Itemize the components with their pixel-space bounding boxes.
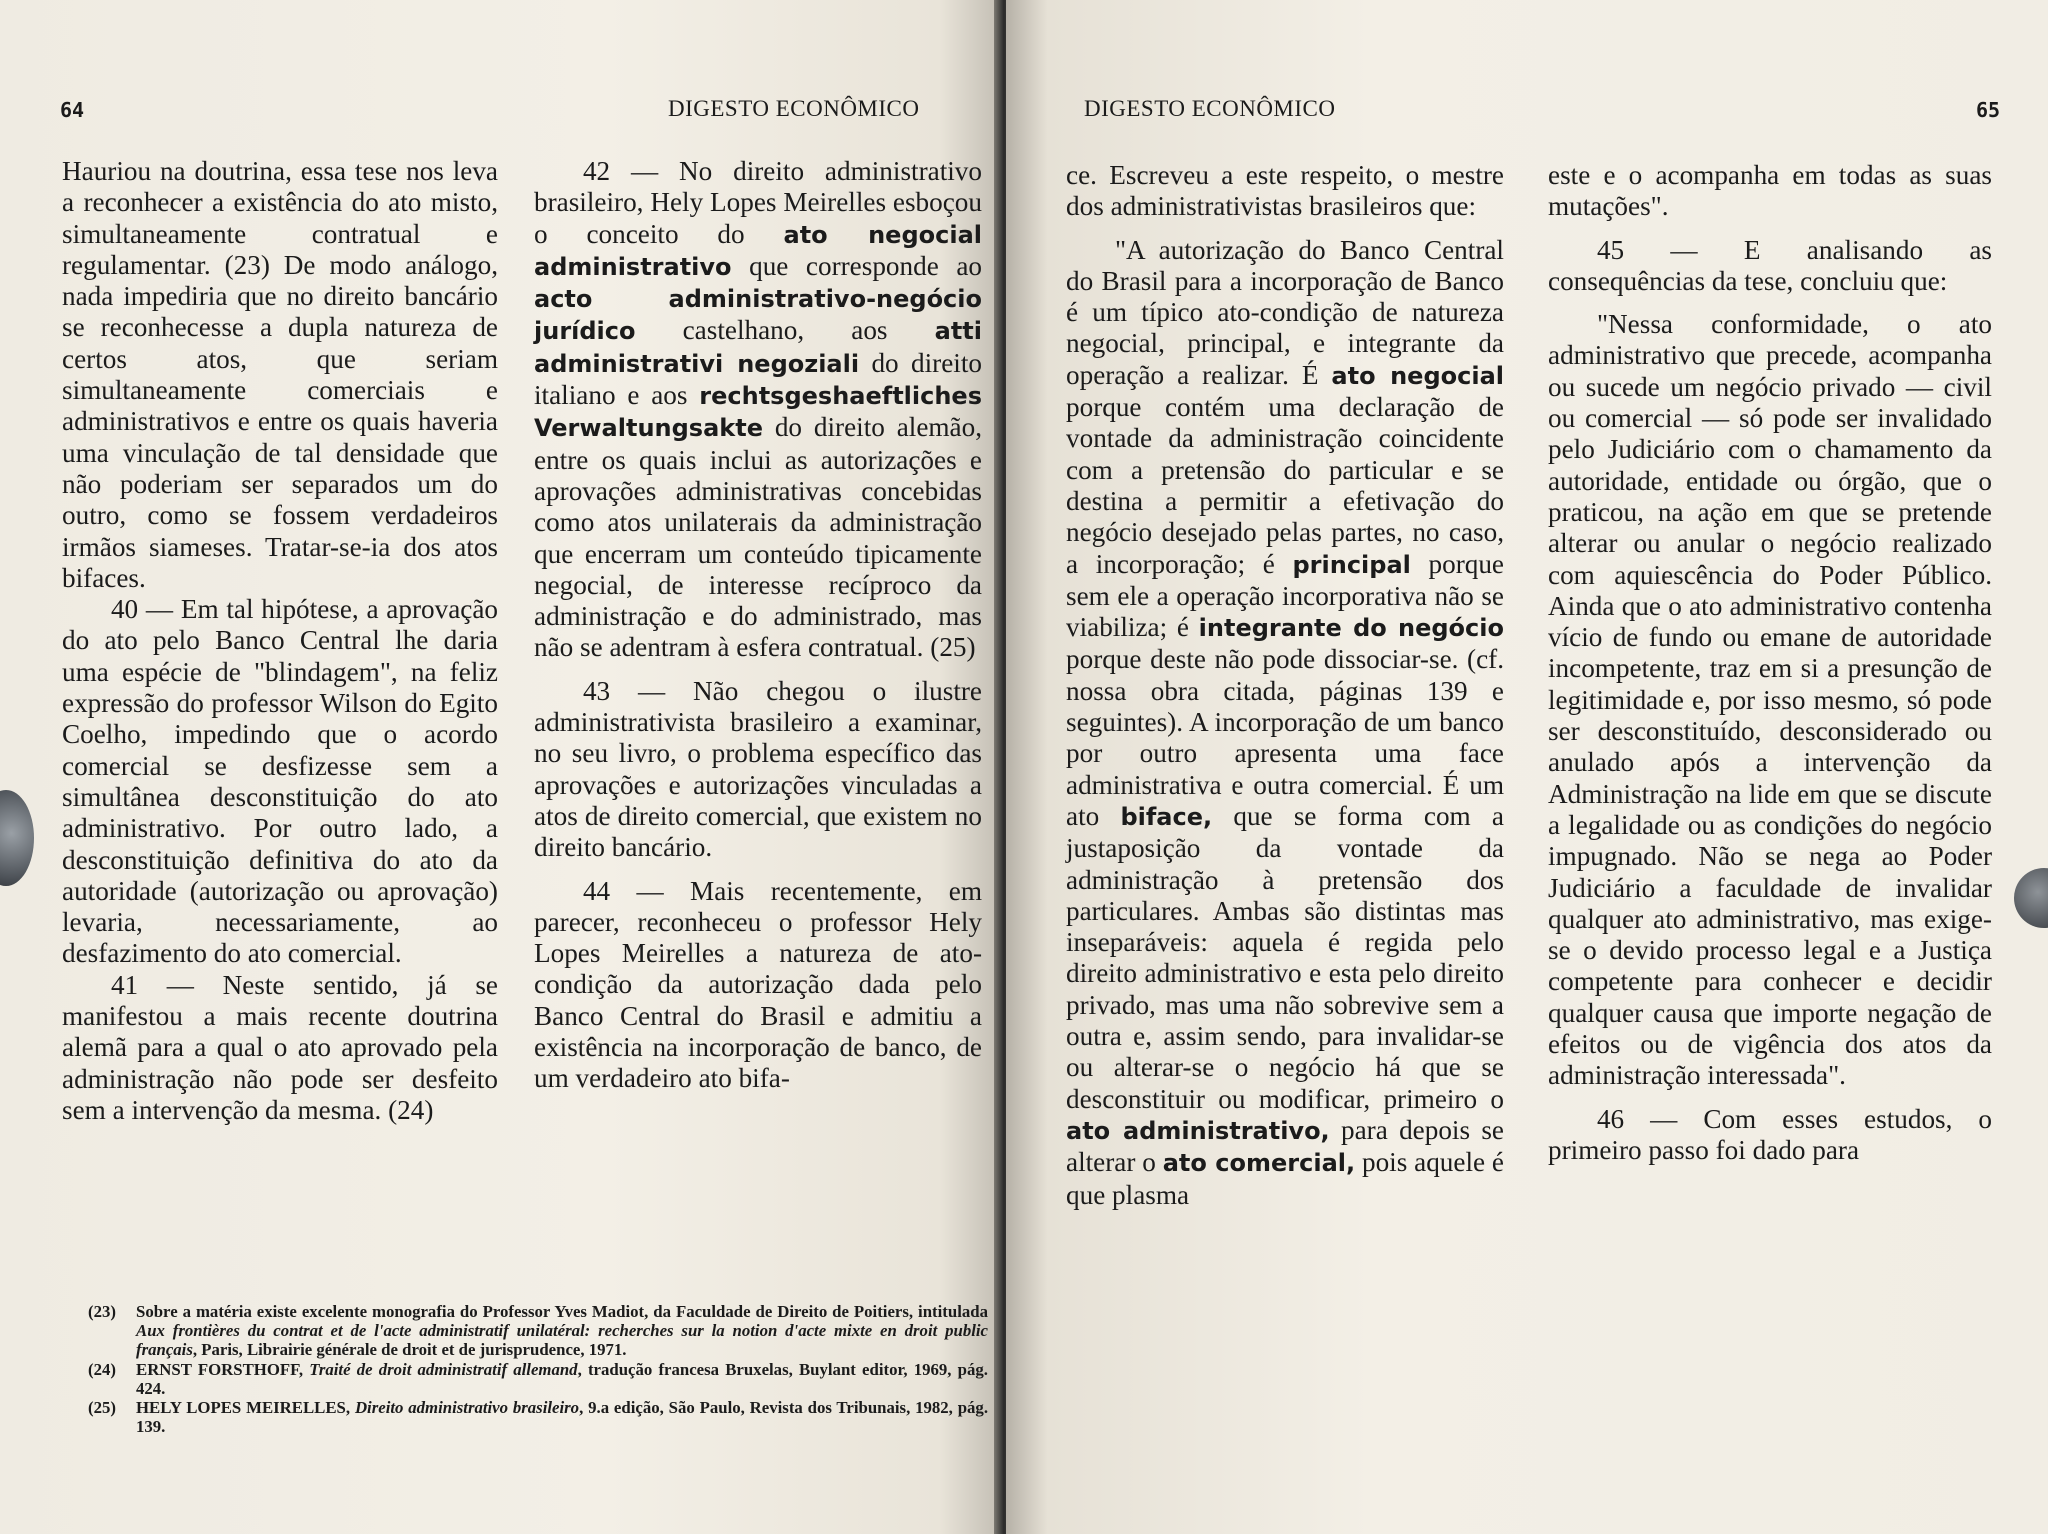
binder-clip-icon xyxy=(0,790,34,886)
left-page xyxy=(0,0,1010,1534)
paragraph-43: 43 — Não chegou o ilustre administrativista brasileiro a examinar, no seu livro, o problema específico das aprovações e autorizações vinculadas a atos de direito comercial, que existem no direito bancário. xyxy=(534,675,982,863)
footnotes xyxy=(88,1302,988,1436)
right-page xyxy=(1006,0,2048,1534)
paragraph-42: 42 — No direito administrativo brasileiro, Hely Lopes Meirelles esboçou o conceito do ato negocial administrativo que corresponde ao acto administrativo-negócio jurídico castelhano, aos atti administrativi negoziali do direito italiano e aos rechtsgeshaeftliches Verwaltungsakte do direito alemão, entre os quais inclui as autorizações e aprovações administrativas concebidas como atos unilaterais da administração que encerram um conteúdo tipicamente negocial, de interesse recíproco da administração e do administrado, mas não se adentram à esfera contratual. (25) xyxy=(534,156,982,663)
page-number: 65 xyxy=(1976,98,2001,122)
paragraph: este e o acompanha em todas as suas mutações". xyxy=(1548,160,1992,222)
paragraph-45: 45 — E analisando as consequências da tese, concluiu que: xyxy=(1548,234,1992,296)
right-column-1 xyxy=(1066,160,1504,1211)
paragraph-40: 40 — Em tal hipótese, a aprovação do ato pelo Banco Central lhe daria uma espécie de "blindagem", na feliz expressão do professor Wilson do Egito Coelho, impedindo que o acordo comercial se desfizesse sem a simultânea desconstituição do ato administrativo. Por outro lado, a desconstituição definitiva do ato da autoridade (autorização ou aprovação) levaria, necessariamente, ao desfazimento do ato comercial. xyxy=(62,594,498,969)
left-column-1 xyxy=(62,156,498,1126)
footnote-25: (25) HELY LOPES MEIRELLES, Direito administrativo brasileiro, 9.a edição, São Paulo, Revista dos Tribunais, 1982, pág. 139. xyxy=(88,1398,989,1437)
footnote-23: (23) Sobre a matéria existe excelente monografia do Professor Yves Madiot, da Faculdade de Direito de Poitiers, intitulada Aux frontières du contrat et de l'acte administratif unilatéral: recherches sur la notion d'acte mixte en droit public français, Paris, Librairie générale de droit et de jurisprudence, 1971. xyxy=(88,1302,988,1360)
paragraph: ce. Escreveu a este respeito, o mestre dos administrativistas brasileiros que: xyxy=(1066,160,1504,222)
running-header: DIGESTO ECONÔMICO xyxy=(668,96,920,121)
left-column-2 xyxy=(534,156,982,1095)
paragraph-41: 41 — Neste sentido, já se manifestou a mais recente doutrina alemã para a qual o ato aprovado pela administração não pode ser desfeito sem a intervenção da mesma. (24) xyxy=(62,969,498,1125)
paragraph: Hauriou na doutrina, essa tese nos leva a reconhecer a existência do ato misto, simultaneamente contratual e regulamentar. (23) De modo análogo, nada impediria que no direito bancário se reconhecesse a dupla natureza de certos atos, que seriam simultaneamente comerciais e administrativos e entre os quais haveria uma vinculação de tal densidade que não poderiam ser separados um do outro, como se fossem verdadeiros irmãos siameses. Tratar-se-ia dos atos bifaces. xyxy=(62,156,498,593)
right-column-2 xyxy=(1548,160,1992,1166)
footnote-24: (24) ERNST FORSTHOFF, Traité de droit administratif allemand, tradução francesa Bruxelas, Buylant editor, 1969, pág. 424. xyxy=(88,1359,988,1398)
page-number: 64 xyxy=(60,98,85,122)
paragraph-44: 44 — Mais recentemente, em parecer, reconheceu o professor Hely Lopes Meirelles a natureza de ato-condição da autorização dada pelo Banco Central do Brasil e admitiu a existência na incorporação de banco, de um verdadeiro ato bifa- xyxy=(534,875,982,1094)
binder-clip-icon xyxy=(2014,868,2048,928)
quotation: "A autorização do Banco Central do Brasil para a incorporação de Banco é um típico ato-condição de natureza negocial, principal, e integrante da operação a realizar. É ato negocial porque contém uma declaração de vontade da administração coincidente com a pretensão do particular e se destina a permitir a efetivação do negócio desejado pelas partes, no caso, a incorporação; é principal porque sem ele a operação incorporativa não se viabiliza; é integrante do negócio porque deste não pode dissociar-se. (cf. nossa obra citada, páginas 139 e seguintes). A incorporação de um banco por outro apresenta uma face administrativa e outra comercial. É um ato biface, que se forma com a justaposição da vontade da administração à pretensão dos particulares. Ambas são distintas mas inseparáveis: aquela é regida pelo direito administrativo e esta pelo direito privado, mas uma não sobrevive sem a outra e, assim sendo, para invalidar-se ou alterar-se o negócio há que se desconstituir ou modificar, primeiro o ato administrativo, para depois se alterar o ato comercial, pois aquele é que plasma xyxy=(1066,234,1505,1210)
running-header: DIGESTO ECONÔMICO xyxy=(1084,96,1336,121)
quotation: "Nessa conformidade, o ato administrativo que precede, acompanha ou sucede um negócio privado — civil ou comercial — só pode ser invalidado pelo Judiciário com o chamamento da autoridade, entidade ou órgão, que o praticou, na ação em que se pretende alterar ou anular o negócio realizado com aquiescência do Poder Público. Ainda que o ato administrativo contenha vício de fundo ou emane de autoridade incompetente, traz em si a presunção de legitimidade e, por isso mesmo, só pode ser desconstituído, desconsiderado ou anulado após a intervenção da Administração na lide em que se discute a legalidade ou as condições do negócio impugnado. Não se nega ao Poder Judiciário a faculdade de invalidar qualquer ato administrativo, mas exige-se o devido processo legal e a Justiça competente para conhecer e decidir qualquer causa que importe negação de efeitos ou de vigência dos atos da administração interessada". xyxy=(1548,309,1992,1091)
paragraph-46: 46 — Com esses estudos, o primeiro passo foi dado para xyxy=(1548,1103,1992,1165)
